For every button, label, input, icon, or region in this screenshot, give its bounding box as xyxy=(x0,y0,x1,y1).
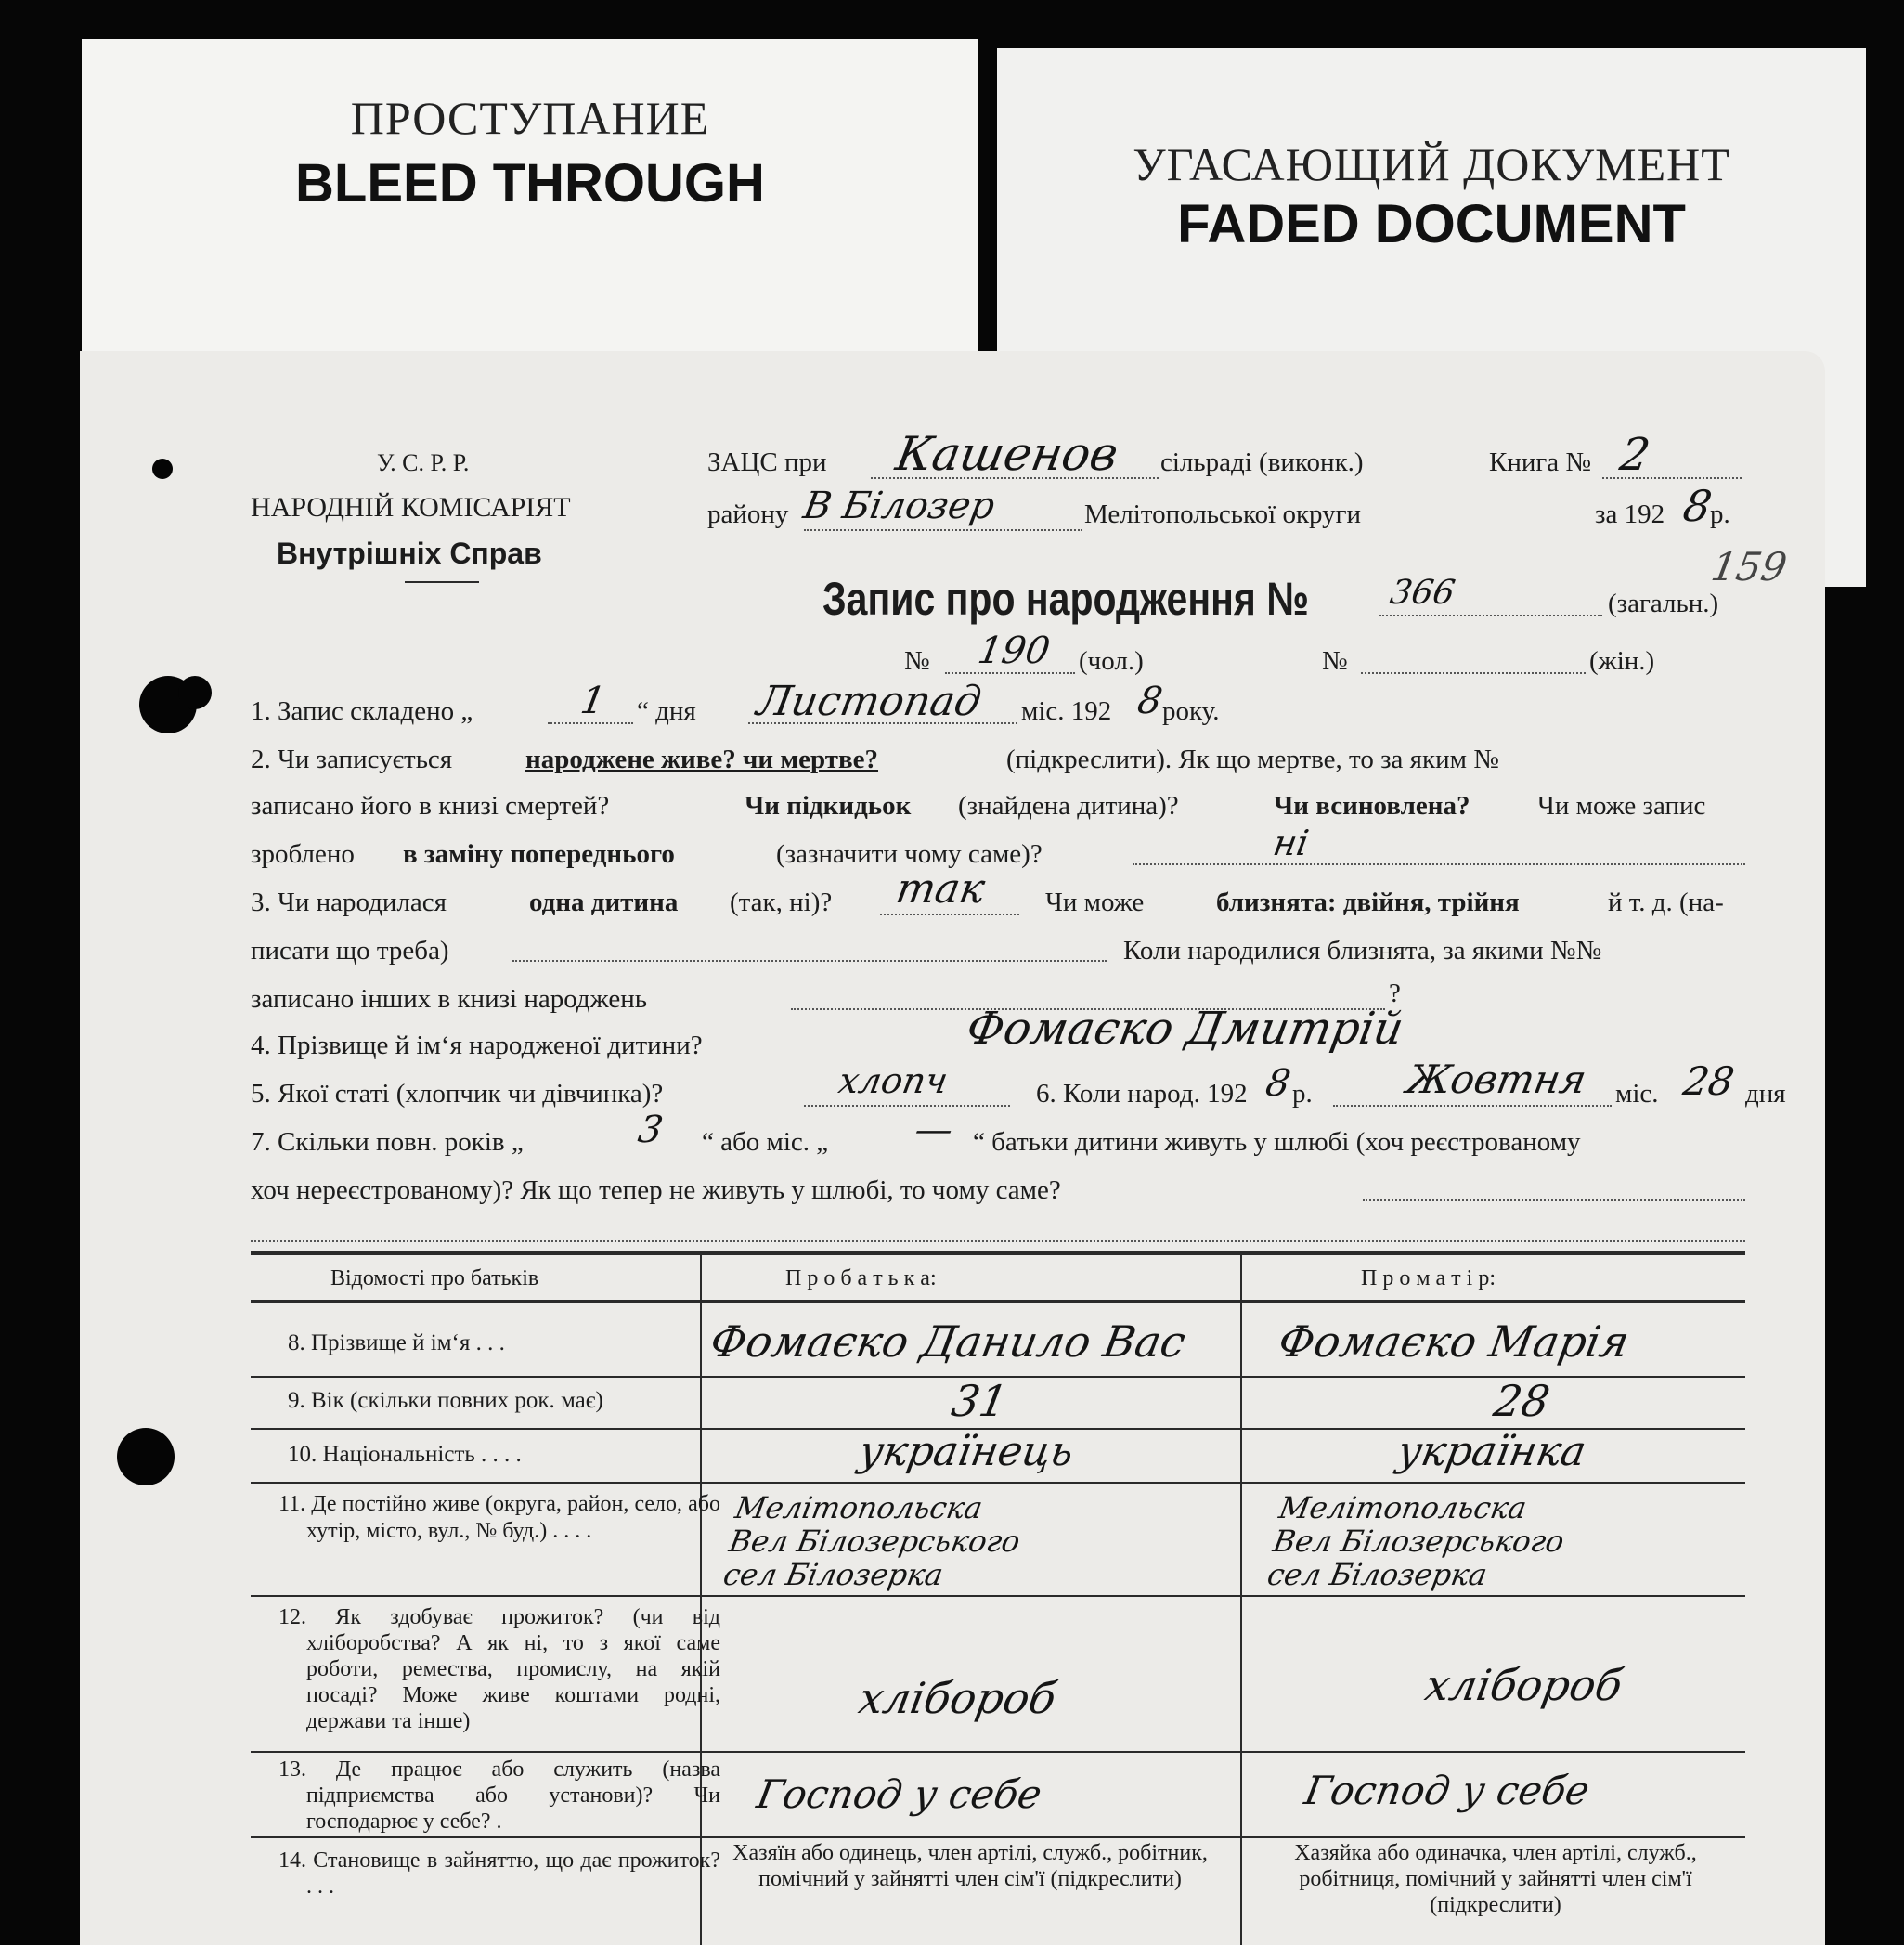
label-left-en: BLEED THROUGH xyxy=(295,153,765,214)
q6-month-suffix: міс. xyxy=(1615,1079,1659,1109)
father-name: Фомаєко Данило Вас xyxy=(706,1316,1190,1367)
q3-line1-d: Чи може xyxy=(1045,888,1145,917)
row-label: 13. Де працює або служить (назва підприємства або установи)? Чи господарює у себе? . xyxy=(278,1757,720,1834)
q1-day: 1 xyxy=(576,680,609,722)
male-label: (чол.) xyxy=(1079,646,1144,676)
q4-answer: Фомаєко Дмитрій xyxy=(963,1003,1408,1055)
row-label: 12. Як здобуває прожиток? (чи від хліборобства? А як ні, то з якої саме роботи, ремества, промислу, на якій посаді? Може живе коштами родні, держави та інше) xyxy=(278,1605,720,1733)
q6-day-suffix: дня xyxy=(1745,1079,1786,1109)
label-left-ru: ПРОСТУПАНИЕ xyxy=(350,92,710,144)
q1-day-suffix: “ дня xyxy=(637,696,696,726)
q2-line2-d: Чи всиновлена? xyxy=(1274,791,1470,821)
dotted-line xyxy=(512,960,1107,962)
q6-month: Жовтня xyxy=(1403,1057,1590,1102)
q3-line1-f: й т. д. (на- xyxy=(1608,888,1724,917)
dotted-line xyxy=(871,477,1159,479)
mother-name: Фомаєко Марія xyxy=(1275,1316,1633,1367)
q1-month: Листопад xyxy=(753,678,985,725)
punch-hole xyxy=(178,676,212,709)
dotted-line xyxy=(1602,477,1742,479)
dotted-line xyxy=(945,672,1075,674)
dotted-line xyxy=(251,1240,1745,1242)
table-head-col3: П р о м а т і р: xyxy=(1361,1266,1496,1290)
zags-value: Кашенов xyxy=(891,427,1122,481)
q3-line3-end: ? xyxy=(1389,979,1401,1008)
birth-record-form xyxy=(80,351,1825,1945)
q6-prefix: 6. Коли народ. 192 xyxy=(1036,1079,1248,1109)
table-header-border xyxy=(251,1300,1745,1303)
divider xyxy=(405,581,479,583)
table-head-col2: П р о б а т ь к а: xyxy=(785,1266,937,1290)
q2-line1-a: 2. Чи записується xyxy=(251,745,453,774)
record-title: Запис про народження № xyxy=(822,573,1309,625)
q7-line1-b: “ або міс. „ xyxy=(702,1127,829,1157)
book-value: 2 xyxy=(1616,429,1654,481)
father-age: 31 xyxy=(948,1376,1012,1426)
q3-line3: записано інших в книзі народжень xyxy=(251,984,647,1014)
dotted-line xyxy=(748,722,1017,724)
q1-month-suffix: міс. 192 xyxy=(1021,696,1112,726)
punch-hole xyxy=(117,1428,175,1485)
q3-line2-b: Коли народилися близнята, за якими №№ xyxy=(1123,936,1602,966)
q2-line2-a: записано його в книзі смертей? xyxy=(251,791,610,821)
punch-hole xyxy=(152,459,173,479)
row-border xyxy=(251,1836,1745,1838)
male-no-label: № xyxy=(904,646,930,676)
q5-answer: хлопч xyxy=(835,1060,952,1101)
row-border xyxy=(251,1595,1745,1597)
year-label: за 192 xyxy=(1595,499,1665,529)
female-no-label: № xyxy=(1322,646,1348,676)
mother-workplace: Господ у себе xyxy=(1301,1768,1593,1813)
father-workplace: Господ у себе xyxy=(753,1771,1045,1817)
q3-line1-b: одна дитина xyxy=(529,888,679,917)
q2-answer: ні xyxy=(1270,823,1313,863)
father-nationality: українець xyxy=(855,1428,1078,1475)
q2-line2-b: Чи підкидьок xyxy=(745,791,912,821)
q7-months: — xyxy=(911,1109,957,1151)
q7-years: 3 xyxy=(634,1109,667,1151)
okrug-label: Мелітопольської округи xyxy=(1084,499,1362,529)
bleed-through-label xyxy=(82,39,978,381)
dotted-line xyxy=(804,1105,1010,1107)
q1-year: 8 xyxy=(1133,680,1166,722)
q6-day: 28 xyxy=(1679,1058,1738,1104)
dotted-line xyxy=(804,529,1082,531)
q6-year-suffix: р. xyxy=(1292,1079,1313,1109)
general-label: (загальн.) xyxy=(1608,589,1719,618)
district-label: району xyxy=(707,499,789,529)
q4-label: 4. Прізвище й ім‘я народженої дитини? xyxy=(251,1031,703,1060)
father-occupation: хлібороб xyxy=(855,1673,1060,1723)
table-top-border xyxy=(251,1251,1745,1255)
table-col-divider xyxy=(700,1255,702,1945)
dotted-line xyxy=(548,722,633,724)
father-residence: Мелітопольска Вел Білозерського сел Білозерка xyxy=(720,1490,1023,1592)
year-value: 8 xyxy=(1679,481,1716,531)
row-border xyxy=(251,1482,1745,1484)
mother-occupation: хлібороб xyxy=(1421,1660,1626,1710)
row-label: 8. Прізвище й ім‘я . . . xyxy=(288,1330,505,1355)
district-value: В Білозер xyxy=(799,485,999,527)
dotted-line xyxy=(1133,863,1745,865)
commissariat-label: НАРОДНІЙ КОМІСАРІЯТ xyxy=(251,492,571,523)
row-label: 10. Національність . . . . xyxy=(288,1442,522,1467)
dotted-line xyxy=(1361,672,1586,674)
village-council-label: сільраді (виконк.) xyxy=(1160,447,1364,477)
q3-line1-a: 3. Чи народилася xyxy=(251,888,447,917)
row-label: 14. Становище в зайняттю, що дає прожиток? . . . xyxy=(278,1848,720,1899)
dotted-line xyxy=(1379,615,1602,616)
q7-line1-c: “ батьки дитини живуть у шлюбі (хоч реєстрованому xyxy=(973,1127,1581,1157)
row-label: 9. Вік (скільки повних рок. має) xyxy=(288,1388,603,1413)
male-number: 190 xyxy=(974,629,1054,672)
female-label: (жін.) xyxy=(1589,646,1655,676)
q2-line1-b: народжене живе? чи мертве? xyxy=(525,745,879,774)
year-suffix: р. xyxy=(1710,499,1730,529)
q2-line2-c: (знайдена дитина)? xyxy=(958,791,1179,821)
mother-nationality: українка xyxy=(1393,1428,1590,1475)
q2-line3-c: (зазначити чому саме)? xyxy=(776,839,1043,869)
zags-prefix: ЗАЦС при xyxy=(707,447,827,477)
ussr-label: У. С. Р. Р. xyxy=(377,449,470,476)
q7-line2: хоч нереєстрованому)? Як що тепер не живуть у шлюбі, то чому саме? xyxy=(251,1175,1061,1205)
mother-residence: Мелітопольска Вел Білозерського сел Білозерка xyxy=(1264,1490,1567,1592)
label-right-ru: УГАСАЮЩИЙ ДОКУМЕНТ xyxy=(1133,138,1730,190)
q3-line2-a: писати що треба) xyxy=(251,936,449,966)
q2-line3-a: зроблено xyxy=(251,839,355,869)
internal-affairs-label: Внутрішніх Справ xyxy=(277,537,542,570)
margin-number: 159 xyxy=(1707,544,1791,590)
q5-label: 5. Якої статі (хлопчик чи дівчинка)? xyxy=(251,1079,664,1109)
label-right-en: FADED DOCUMENT xyxy=(1177,194,1686,254)
q1-year-suffix: року. xyxy=(1162,696,1220,726)
q7-line1-a: 7. Скільки повн. років „ xyxy=(251,1127,524,1157)
father-employment-status: Хазяїн або одинець, член артілі, служб., робітник, помічний у зайнятті член сім'ї (підкреслити) xyxy=(732,1841,1208,1891)
book-label: Книга № xyxy=(1489,447,1592,477)
q2-line2-e: Чи може запис xyxy=(1537,791,1706,821)
table-col-divider xyxy=(1240,1255,1242,1945)
q3-line1-e: близнята: двійня, трійня xyxy=(1216,888,1520,917)
table-head-col1: Відомості про батьків xyxy=(330,1266,539,1290)
q3-line1-c: (так, ні)? xyxy=(730,888,833,917)
dotted-line xyxy=(1333,1105,1612,1107)
general-number: 366 xyxy=(1387,574,1458,612)
q1-prefix: 1. Запис складено „ xyxy=(251,696,473,726)
mother-employment-status: Хазяйка або одиначка, член артілі, служб., робітниця, помічний у зайнятті член сім'ї (підкреслити) xyxy=(1294,1841,1697,1917)
q3-answer: так xyxy=(892,865,989,913)
q6-year: 8 xyxy=(1262,1062,1294,1105)
q2-line1-c: (підкреслити). Як що мертве, то за яким № xyxy=(1006,745,1499,774)
dotted-line xyxy=(1363,1199,1745,1201)
dotted-line xyxy=(880,914,1019,915)
row-border xyxy=(251,1751,1745,1753)
mother-age: 28 xyxy=(1490,1376,1554,1426)
q2-line3-b: в заміну попереднього xyxy=(403,839,675,869)
row-label: 11. Де постійно живе (округа, район, село, або хутір, місто, вул., № буд.) . . . . xyxy=(278,1492,720,1543)
